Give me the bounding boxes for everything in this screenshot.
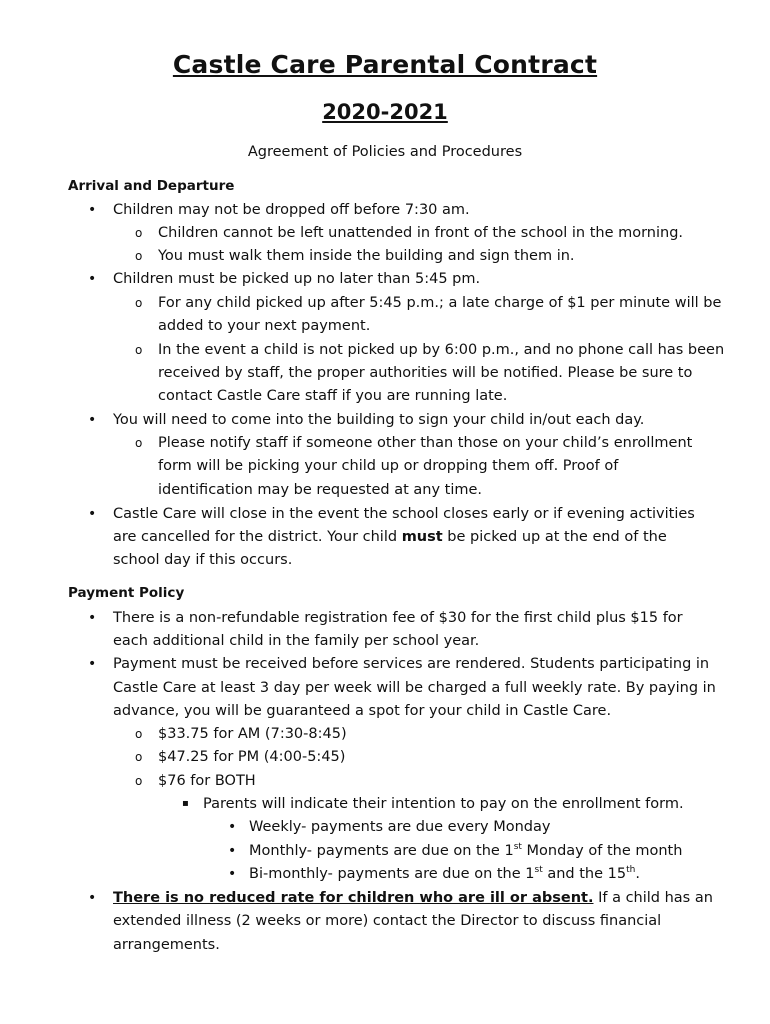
bullet-circle: o bbox=[135, 750, 143, 764]
bullet-square: ▪ bbox=[182, 798, 189, 809]
bimonthly-payment: Bi-monthly- payments are due on the 1st and the 15th. bbox=[249, 865, 640, 882]
bullet-disc: • bbox=[88, 506, 97, 522]
payment-before-line3: advance, you will be guaranteed a spot for your child in Castle Care. bbox=[113, 703, 612, 719]
weekly-payment: Weekly- payments are due every Monday bbox=[249, 819, 551, 835]
bullet-disc: • bbox=[88, 202, 97, 218]
payment-before-line2: Castle Care at least 3 day per week will be charged a full weekly rate. By paying in bbox=[113, 680, 716, 696]
bullet-circle: o bbox=[135, 226, 143, 240]
bullet-circle: o bbox=[135, 727, 143, 741]
registration-fee-line1: There is a non-refundable registration fee of $30 for the first child plus $15 for bbox=[113, 610, 683, 626]
not-picked-up-line2: received by staff, the proper authorities will be notified. Please be sure to bbox=[158, 365, 693, 381]
registration-fee-line2: each additional child in the family per school year. bbox=[113, 633, 480, 649]
bullet-circle: o bbox=[135, 436, 143, 450]
arrival-pick-up: Children must be picked up no later than 5:45 pm. bbox=[113, 271, 481, 287]
bullet-disc: • bbox=[88, 412, 97, 428]
bullet-disc: • bbox=[88, 271, 97, 287]
notify-staff-line3: identification may be requested at any time. bbox=[158, 482, 483, 498]
late-charge-line2: added to your next payment. bbox=[158, 318, 371, 334]
bullet-disc: • bbox=[228, 866, 237, 882]
closure-line1: Castle Care will close in the event the school closes early or if evening activities bbox=[113, 506, 695, 522]
late-charge-line1: For any child picked up after 5:45 p.m.; a late charge of $1 per minute will be bbox=[158, 295, 722, 311]
school-year: 2020-2021 bbox=[322, 100, 448, 124]
arrival-walk-in: You must walk them inside the building and sign them in. bbox=[158, 248, 575, 264]
closure-line2: are cancelled for the district. Your child must be picked up at the end of the bbox=[113, 529, 667, 545]
arrival-heading: Arrival and Departure bbox=[68, 178, 235, 194]
document-subtitle: Agreement of Policies and Procedures bbox=[247, 144, 523, 160]
no-reduced-rate-emphasis: There is no reduced rate for children who are ill or absent. bbox=[113, 890, 594, 906]
bullet-circle: o bbox=[135, 774, 143, 788]
payment-heading: Payment Policy bbox=[68, 585, 185, 601]
arrival-unattended: Children cannot be left unattended in front of the school in the morning. bbox=[158, 225, 684, 241]
rate-both: $76 for BOTH bbox=[158, 773, 256, 789]
rate-am: $33.75 for AM (7:30-8:45) bbox=[158, 726, 347, 742]
monthly-payment: Monthly- payments are due on the 1st Monday of the month bbox=[249, 842, 683, 859]
document-title: Castle Care Parental Contract bbox=[172, 50, 598, 79]
enrollment-intent: Parents will indicate their intention to pay on the enrollment form. bbox=[203, 796, 684, 812]
no-reduced-rate-line2: extended illness (2 weeks or more) contact the Director to discuss financial bbox=[113, 913, 662, 929]
sign-in-out: You will need to come into the building to sign your child in/out each day. bbox=[113, 412, 645, 428]
arrival-drop-off: Children may not be dropped off before 7:30 am. bbox=[113, 202, 470, 218]
notify-staff-line1: Please notify staff if someone other than those on your child’s enrollment bbox=[158, 435, 693, 451]
bullet-circle: o bbox=[135, 343, 143, 357]
not-picked-up-line1: In the event a child is not picked up by 6:00 p.m., and no phone call has been bbox=[158, 342, 725, 358]
bullet-disc: • bbox=[88, 656, 97, 672]
payment-before-line1: Payment must be received before services are rendered. Students participating in bbox=[113, 656, 710, 672]
bullet-disc: • bbox=[228, 843, 237, 859]
not-picked-up-line3: contact Castle Care staff if you are running late. bbox=[158, 388, 508, 404]
bullet-circle: o bbox=[135, 296, 143, 310]
bullet-disc: • bbox=[88, 610, 97, 626]
bullet-disc: • bbox=[228, 819, 237, 835]
rate-pm: $47.25 for PM (4:00-5:45) bbox=[158, 749, 346, 765]
bullet-circle: o bbox=[135, 249, 143, 263]
closure-line3: school day if this occurs. bbox=[113, 552, 293, 568]
notify-staff-line2: form will be picking your child up or dropping them off. Proof of bbox=[158, 458, 619, 474]
no-reduced-rate-line1: There is no reduced rate for children who are ill or absent. If a child has an bbox=[113, 890, 713, 906]
bullet-disc: • bbox=[88, 890, 97, 906]
no-reduced-rate-line3: arrangements. bbox=[113, 937, 220, 953]
must-emphasis: must bbox=[401, 529, 443, 545]
